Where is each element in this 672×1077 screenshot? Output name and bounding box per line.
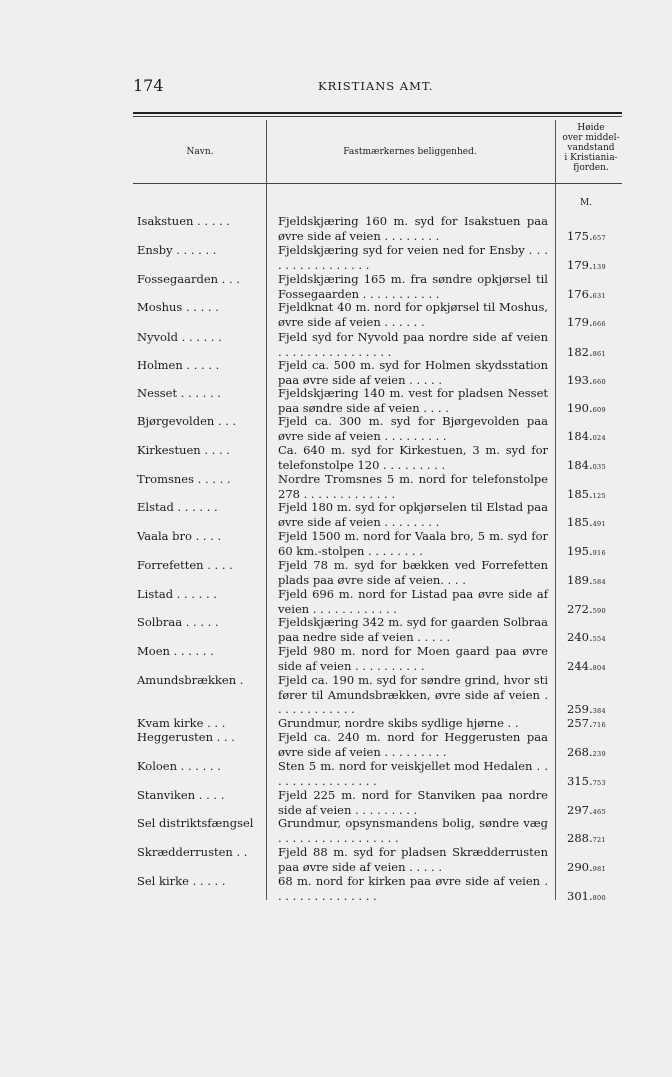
row-height	[567, 602, 623, 616]
row-location: Fjeld ca. 500 m. syd for Holmen skydsstation paa øvre side af veien . . . . .	[278, 358, 548, 387]
row-name: Moshus . . . . .	[137, 300, 219, 314]
row-height-decimals: 139	[592, 262, 606, 271]
row-height-integer: 297.	[567, 802, 593, 817]
row-height-integer: 179.	[567, 257, 593, 272]
row-height-integer: 268.	[567, 744, 593, 759]
row-name: Vaala bro . . . .	[137, 529, 222, 543]
header-height-line: i Kristiania-	[564, 153, 618, 163]
row-height-integer: 175.	[567, 228, 593, 243]
row-name: Sel distriktsfængsel	[137, 816, 254, 830]
row-height-decimals: 554	[592, 634, 606, 643]
row-height-integer: 315.	[567, 773, 593, 788]
row-location: Fjeldskjæring syd for veien ned for Ensby . . . . . . . . . . . . . . . .	[278, 243, 548, 272]
row-height-decimals: 981	[592, 864, 606, 873]
row-height	[567, 229, 623, 243]
row-location: Fjeldknat 40 m. nord for opkjørsel til Moshus, øvre side af veien . . . . . .	[278, 300, 548, 329]
row-name: Nyvold . . . . . .	[137, 330, 222, 344]
header-height	[556, 123, 626, 173]
row-location: Fjeld ca. 240 m. nord for Heggerusten paa øvre side af veien . . . . . . . . .	[278, 730, 548, 759]
row-location: Fjeld 78 m. syd for bækken ved Forrefetten plads paa øvre side af veien. . . .	[278, 558, 548, 587]
row-location: Fjeld 696 m. nord for Listad paa øvre side af veien . . . . . . . . . . . .	[278, 587, 548, 616]
row-height-decimals: 660	[592, 377, 606, 386]
row-name: Tromsnes . . . . .	[137, 472, 231, 486]
row-name: Nesset . . . . . .	[137, 386, 221, 400]
row-height	[567, 544, 623, 558]
row-height	[567, 630, 623, 644]
row-location: Fjeldskjæring 342 m. syd for gaarden Solbraa paa nedre side af veien . . . . .	[278, 615, 548, 644]
row-height-integer: 272.	[567, 601, 593, 616]
row-name: Listad . . . . . .	[137, 587, 217, 601]
row-height	[567, 258, 623, 272]
row-height	[567, 860, 623, 874]
row-name: Solbraa . . . . .	[137, 615, 219, 629]
header-height-line: Høide	[577, 123, 605, 133]
row-height-integer: 193.	[567, 372, 593, 387]
row-location: Fjeldskjæring 165 m. fra søndre opkjørsel til Fossegaarden . . . . . . . . . . .	[278, 272, 548, 301]
row-name: Elstad . . . . . .	[137, 500, 218, 514]
row-height-integer: 179.	[567, 314, 593, 329]
row-height-integer: 185.	[567, 514, 593, 529]
row-height-decimals: 800	[592, 893, 606, 902]
row-name: Skrædderrusten . .	[137, 845, 248, 859]
row-height	[567, 702, 623, 716]
row-height	[567, 659, 623, 673]
row-height-decimals: 125	[592, 491, 606, 500]
row-height-decimals: 657	[592, 233, 606, 242]
column-divider-2	[555, 120, 556, 900]
row-name: Sel kirke . . . . .	[137, 874, 226, 888]
column-divider-1	[266, 120, 267, 900]
row-height	[567, 515, 623, 529]
row-name: Bjørgevolden . . .	[137, 414, 237, 428]
row-height-decimals: 384	[592, 707, 606, 715]
row-height-integer: 195.	[567, 543, 593, 558]
row-height-decimals: 035	[592, 462, 606, 471]
row-height-decimals: 465	[592, 807, 606, 816]
row-height	[567, 745, 623, 759]
row-height-decimals: 024	[592, 433, 606, 442]
page-number: 174	[133, 76, 164, 95]
header-name: Navn.	[186, 147, 214, 157]
row-location: Fjeld 88 m. syd for pladsen Skrædderrusten paa øvre side af veien . . . . .	[278, 845, 548, 874]
row-location: Nordre Tromsnes 5 m. nord for telefonstolpe 278 . . . . . . . . . . . . .	[278, 472, 548, 501]
row-location: Fjeldskjæring 160 m. syd for Isakstuen paa øvre side af veien . . . . . . . .	[278, 214, 548, 243]
row-height	[567, 716, 623, 730]
row-location: Fjeldskjæring 140 m. vest for pladsen Nesset paa søndre side af veien . . . .	[278, 386, 548, 415]
row-height-decimals: 804	[592, 663, 606, 672]
row-height-integer: 182.	[567, 344, 593, 359]
row-location: Fjeld 180 m. syd for opkjørselen til Elstad paa øvre side af veien . . . . . . . .	[278, 500, 548, 529]
row-height-integer: 240.	[567, 629, 593, 644]
row-height-integer: 189.	[567, 572, 593, 587]
row-height	[567, 573, 623, 587]
row-height-decimals: 716	[592, 721, 606, 729]
row-height	[567, 373, 623, 387]
running-title: KRISTIANS AMT.	[318, 79, 434, 93]
row-height-decimals: 590	[592, 606, 606, 615]
row-height-integer: 176.	[567, 286, 593, 301]
row-height-integer: 184.	[567, 457, 593, 472]
row-height-decimals: 631	[592, 291, 606, 300]
row-height-decimals: 861	[592, 349, 606, 358]
row-height-decimals: 239	[592, 749, 606, 758]
row-location: Fjeld syd for Nyvold paa nordre side af veien . . . . . . . . . . . . . . . .	[278, 330, 548, 359]
row-location: Fjeld 980 m. nord for Moen gaard paa øvre side af veien . . . . . . . . . .	[278, 644, 548, 673]
top-rule	[133, 112, 622, 114]
row-location: Fjeld ca. 300 m. syd for Bjørgevolden paa øvre side af veien . . . . . . . . .	[278, 414, 548, 443]
row-height-integer: 244.	[567, 658, 593, 673]
row-height	[567, 429, 623, 443]
row-location: Fjeld 225 m. nord for Stanviken paa nordre side af veien . . . . . . . . .	[278, 788, 548, 817]
row-location: Ca. 640 m. syd for Kirkestuen, 3 m. syd for telefonstolpe 120 . . . . . . . . .	[278, 443, 548, 472]
row-height-decimals: 491	[592, 519, 606, 528]
row-height	[567, 287, 623, 301]
row-name: Forrefetten . . . .	[137, 558, 233, 572]
row-height-integer: 288.	[567, 830, 593, 845]
row-name: Amundsbrækken .	[137, 673, 244, 687]
row-height	[567, 487, 623, 501]
row-height-decimals: 753	[592, 778, 606, 787]
unit-label: M.	[580, 198, 593, 208]
row-name: Moen . . . . . .	[137, 644, 214, 658]
row-height	[567, 458, 623, 472]
row-location: Grundmur, opsynsmandens bolig, søndre væg . . . . . . . . . . . . . . . . .	[278, 816, 548, 845]
row-location: Fjeld ca. 190 m. syd for søndre grind, hvor sti fører til Amundsbrækken, øvre side af veien . . . . . . . . . . . .	[278, 673, 548, 716]
row-height-decimals: 584	[592, 577, 606, 586]
row-height	[567, 803, 623, 817]
row-height	[567, 831, 623, 845]
row-height-integer: 190.	[567, 400, 593, 415]
row-height-integer: 184.	[567, 428, 593, 443]
row-location: Sten 5 m. nord for veiskjellet mod Hedalen . . . . . . . . . . . . . . . .	[278, 759, 548, 788]
header-height-line: over middel-	[562, 133, 620, 143]
row-height	[567, 345, 623, 359]
row-location: Grundmur, nordre skibs sydlige hjørne . .	[278, 716, 519, 730]
row-height	[567, 889, 623, 903]
row-height	[567, 774, 623, 788]
top-rule-thin	[133, 116, 622, 117]
header-height-line: fjorden.	[573, 163, 609, 173]
row-location: Fjeld 1500 m. nord for Vaala bro, 5 m. syd for 60 km.-stolpen . . . . . . . .	[278, 529, 548, 558]
row-height-decimals: 666	[592, 319, 606, 328]
row-name: Kirkestuen . . . .	[137, 443, 230, 457]
row-name: Ensby . . . . . .	[137, 243, 217, 257]
row-height-decimals: 721	[592, 835, 606, 844]
row-name: Holmen . . . . .	[137, 358, 220, 372]
row-height-integer: 259.	[567, 702, 593, 716]
row-height-integer: 257.	[567, 716, 593, 730]
row-name: Stanviken . . . .	[137, 788, 225, 802]
row-height-integer: 290.	[567, 859, 593, 874]
header-height-line: vandstand	[567, 143, 615, 153]
row-height-integer: 301.	[567, 888, 593, 903]
row-name: Koloen . . . . . .	[137, 759, 221, 773]
row-height-decimals: 609	[592, 405, 606, 414]
row-height	[567, 315, 623, 329]
row-height	[567, 401, 623, 415]
row-height-integer: 185.	[567, 486, 593, 501]
row-location: 68 m. nord for kirken paa øvre side af veien . . . . . . . . . . . . . . .	[278, 874, 548, 903]
row-name: Kvam kirke . . .	[137, 716, 226, 730]
row-height-decimals: 916	[592, 548, 606, 557]
row-name: Isakstuen . . . . .	[137, 214, 230, 228]
row-name: Heggerusten . . .	[137, 730, 235, 744]
header-rule	[133, 183, 622, 184]
row-name: Fossegaarden . . .	[137, 272, 240, 286]
header-location: Fastmærkernes beliggenhed.	[343, 147, 477, 157]
